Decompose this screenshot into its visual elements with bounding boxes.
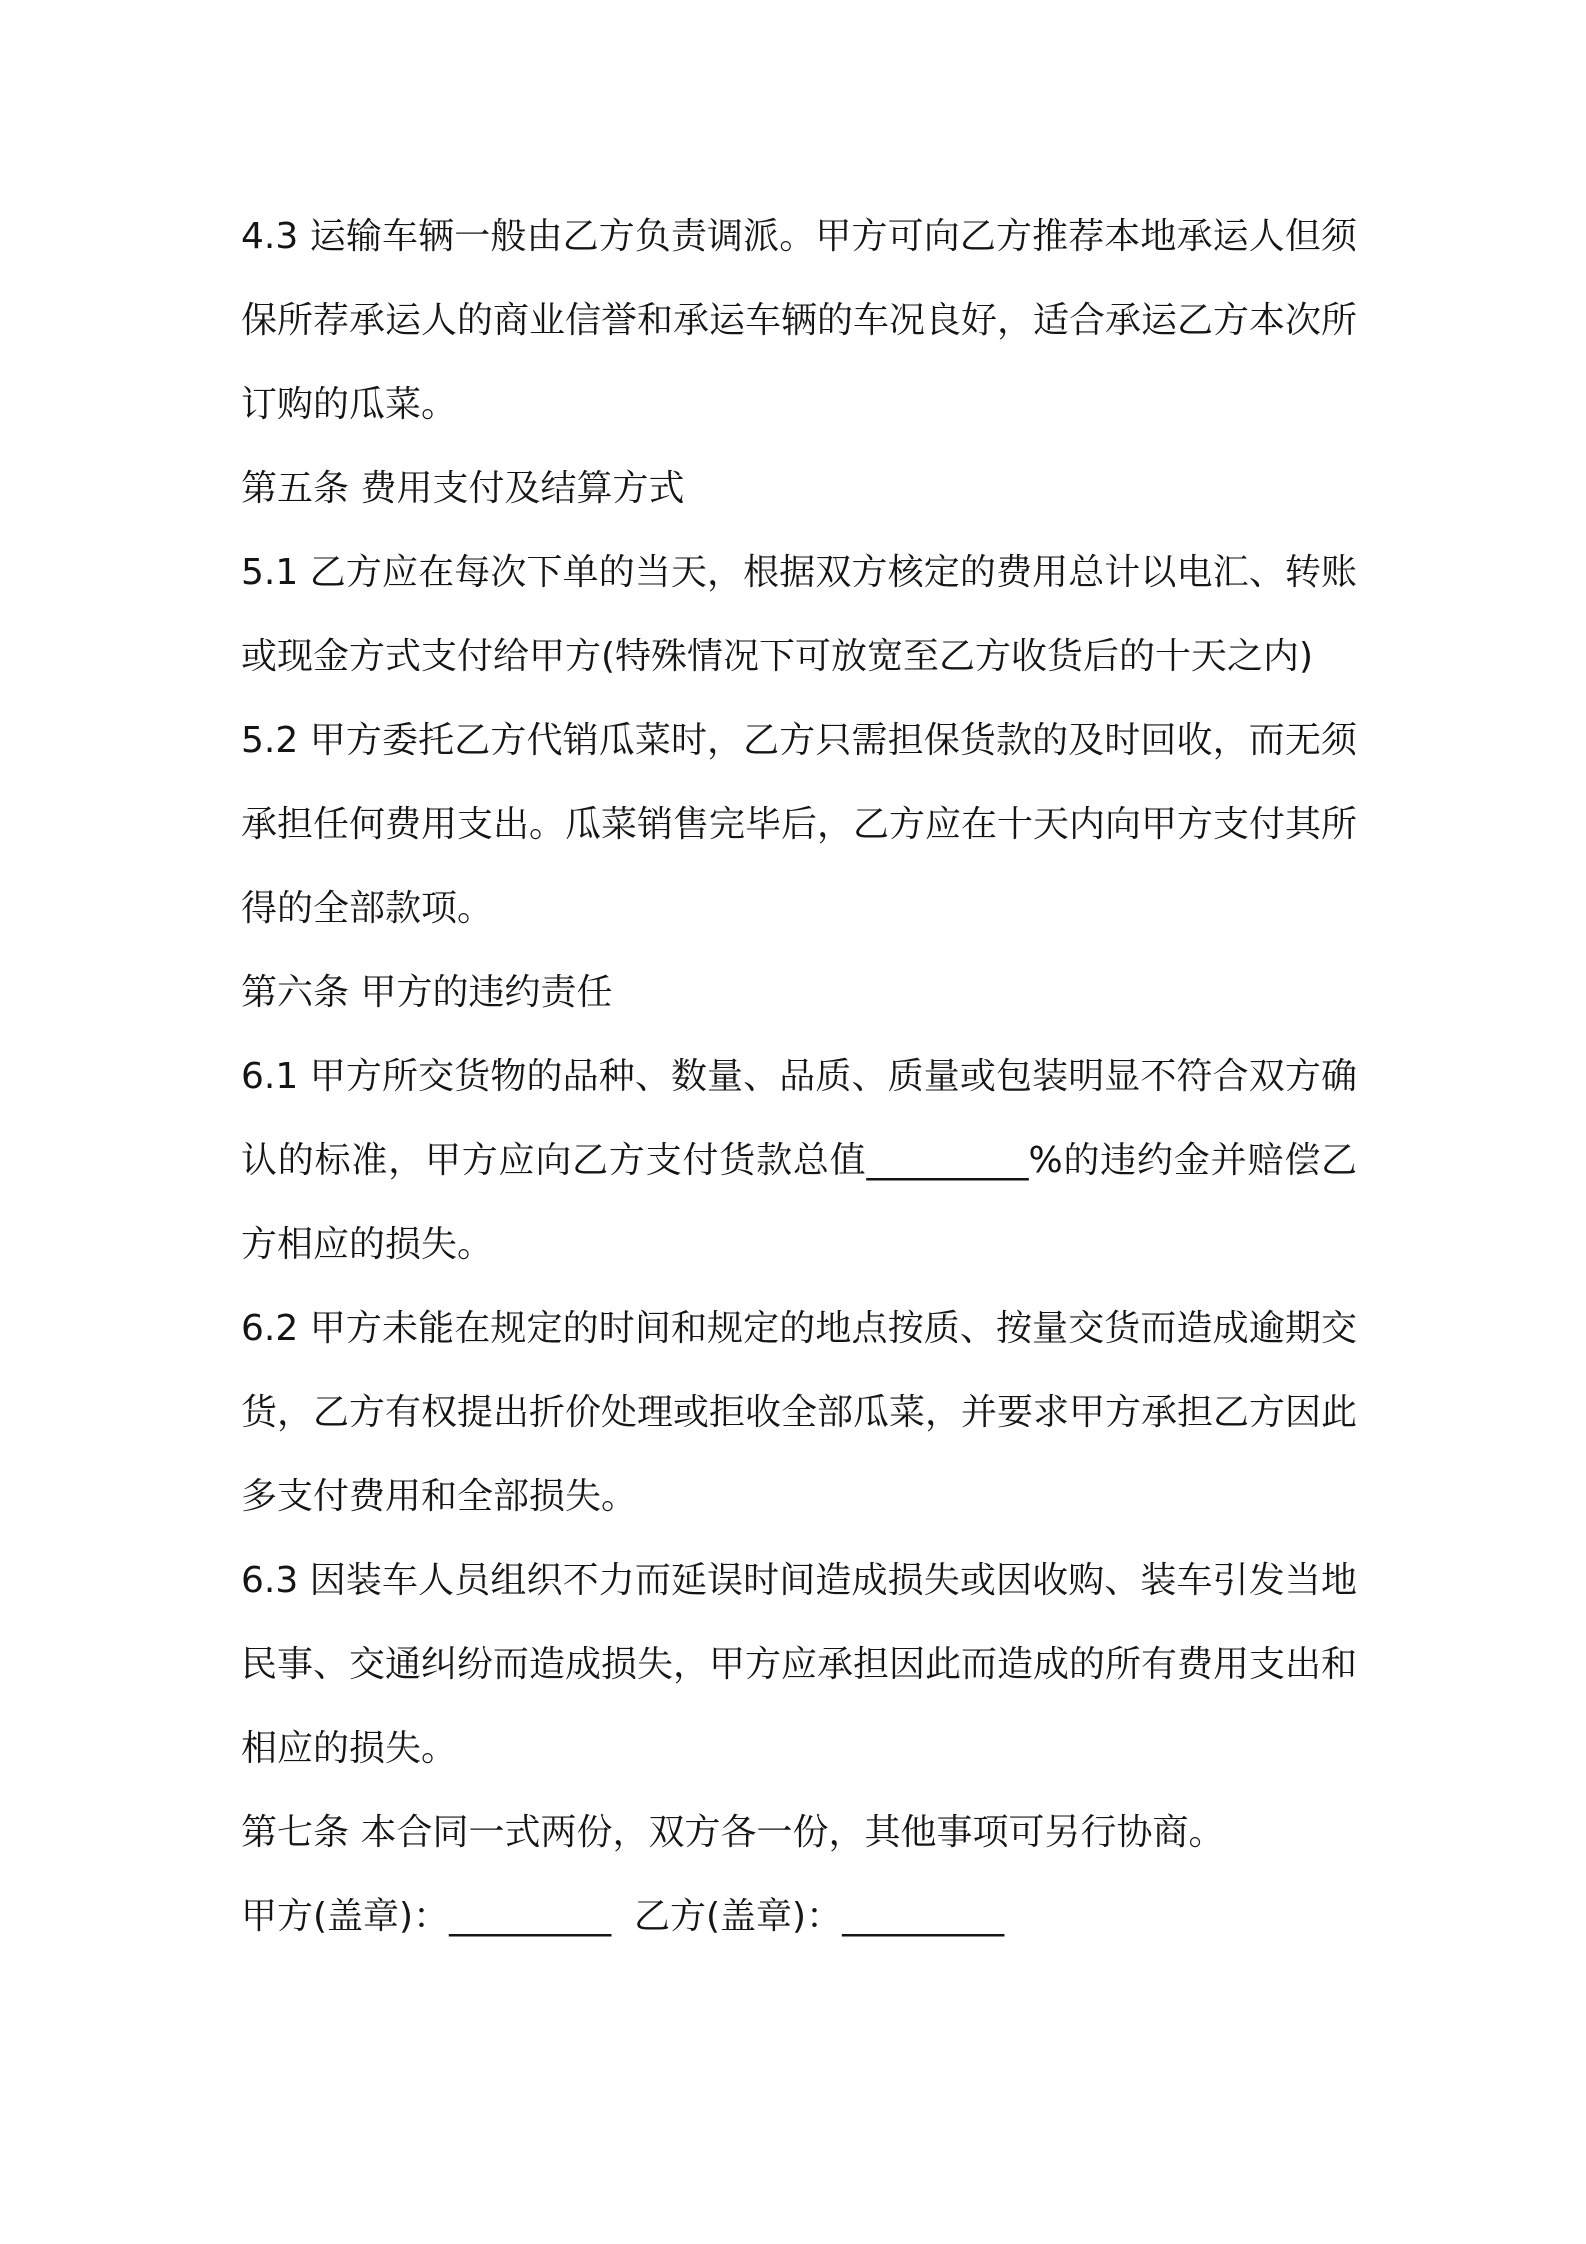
clause-5-1: 5.1 乙方应在每次下单的当天，根据双方核定的费用总计以电汇、转账或现金方式支付给甲方(特殊情况下可放宽至乙方收货后的十天之内) (241, 552, 1357, 677)
clause-6-3: 6.3 因装车人员组织不力而延误时间造成损失或因收购、装车引发当地民事、交通纠纷而造成损失，甲方应承担因此而造成的所有费用支出和相应的损失。 (241, 1560, 1358, 1769)
clause-6-2: 6.2 甲方未能在规定的时间和规定的地点按质、按量交货而造成逾期交货，乙方有权提出折价处理或拒收全部瓜菜，并要求甲方承担乙方因此多支付费用和全部损失。 (241, 1308, 1358, 1517)
contract-page (241, 195, 1357, 1959)
clause-4-3: 4.3 运输车辆一般由乙方负责调派。甲方可向乙方推荐本地承运人但须保所荐承运人的商业信誉和承运车辆的车况良好，适合承运乙方本次所订购的瓜菜。 (241, 216, 1358, 425)
article-5-title: 第五条 费用支付及结算方式 (241, 468, 685, 509)
article-7: 第七条 本合同一式两份，双方各一份，其他事项可另行协商。 (241, 1812, 1225, 1853)
clause-6-1: 6.1 甲方所交货物的品种、数量、品质、质量或包装明显不符合双方确认的标准，甲方应向乙方支付货款总值_________%的违约金并赔偿乙方相应的损失。 (241, 1056, 1357, 1265)
signature-line: 甲方(盖章)：_________ 乙方(盖章)：_________ (241, 1896, 1005, 1937)
article-6-title: 第六条 甲方的违约责任 (241, 972, 613, 1013)
clause-5-2: 5.2 甲方委托乙方代销瓜菜时，乙方只需担保货款的及时回收，而无须承担任何费用支出。瓜菜销售完毕后，乙方应在十天内向甲方支付其所得的全部款项。 (241, 720, 1358, 929)
